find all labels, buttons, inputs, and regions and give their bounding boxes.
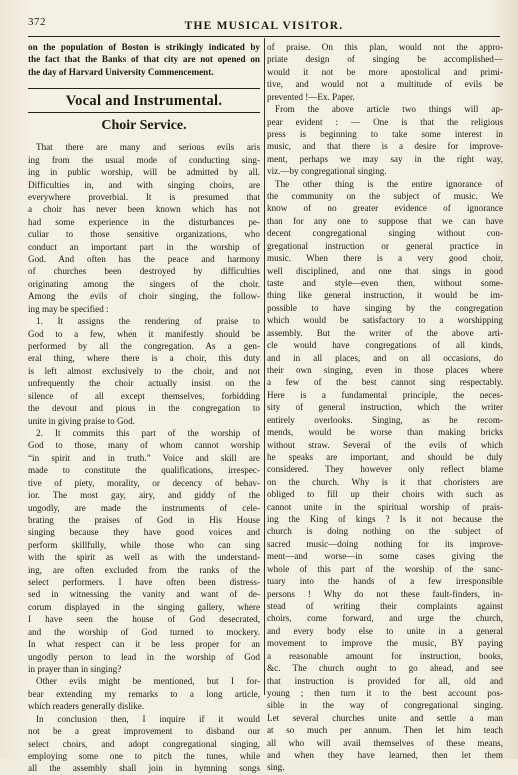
text-line: “in spirit and in truth.” Voice and skill are [28,452,260,463]
text-line: unite in giving praise to God. [28,415,135,426]
text-line: than for any one to suppose that we can have [267,215,503,226]
text-line: their own singing, even in those places where [267,364,503,375]
text-line: tuary into the hands of a few irresponsible [267,576,503,587]
text-line: God. And often has the peace and harmony [28,254,260,265]
text-line: entirely overlooks. Singing, as he recom- [267,414,503,425]
text-line: whole of this part of the worship of the sanc- [267,563,503,574]
text-line: would it not be more apostolical and primi- [267,66,503,77]
text-line: cannot unite in the spiritual worship of prais- [267,501,503,512]
text-line: mends, would be worse than making bricks [267,427,503,438]
text-line: In conclusion then, I inquire if it would [36,713,260,724]
text-line: the devout and pious in the congregation to [28,403,260,414]
text-line: Here is a fundamental principle, the neces- [267,389,503,400]
text-line: eral thing, where there is a choir, this duty [28,353,260,364]
text-line: stead of writing their complaints against [267,600,503,611]
text-line: sity of general instruction, which the writer [267,402,503,413]
text-line: which would be satisfactory to a worshipping [267,315,503,326]
section-header-box [28,88,260,113]
text-line: well disciplined, and one that sings in good [267,265,503,276]
text-line: sed in witnessing the vanity and want of de- [28,589,260,600]
text-line: ment—and worse—in some cases giving the [267,551,503,562]
text-line: 2. It commits this part of the worship of [36,427,260,438]
text-line: God to a few, when it manifestly should be [28,328,260,339]
text-line: employing some one to pitch the tunes, while [28,750,260,761]
text-line: tive, and would not a multitude of evils be [267,79,503,90]
text-line: That there are many and serious evils aris [36,142,260,153]
text-line: pear evident : — One is that the religious [267,116,503,127]
article-body-left [28,141,260,775]
text-line: had some experience in the disturbances pe- [28,216,260,227]
text-line: and the worship of God turned to mockery. [28,626,260,637]
page-header [28,16,500,38]
text-line: thing like general instruction, it would be im- [267,290,503,301]
header-rule [28,36,500,37]
text-line: select performers. I have often been distress- [28,577,260,588]
text-line: choirs, come forward, and urge the church, [267,613,503,624]
text-line: singing because they have good voices and [28,527,260,538]
text-line: ing, are often excluded from the ranks of the [28,564,260,575]
text-line: ior. The most gay, airy, and giddy of the [28,490,260,501]
text-line: possible to have singing by the congregation [267,302,503,313]
text-line: ungodly, are made the instruments of cele- [28,502,260,513]
text-line: brating the praises of God in His House [28,514,260,525]
text-line: of praise. On this plan, would not the appro- [267,42,503,52]
text-line: In what respect can it be less proper for an [28,639,260,650]
left-column [28,41,260,775]
section-title: Vocal and Instrumental. [65,92,223,109]
text-line: ing may be specified : [28,303,109,314]
text-line: I have seen the house of God desecrated, [28,614,260,625]
text-line: prevented !—Ex. Paper. [267,91,355,102]
text-line: decent congregational singing without con- [267,228,503,239]
right-column [267,41,503,774]
text-line: considered. They however only reflect blame [267,464,503,475]
text-line: God to those, many of whom cannot worship [28,440,260,451]
text-line: of churches been destroyed by difficulties [28,266,260,277]
text-line: made to constitute the qualifications, irrespec- [28,465,260,476]
text-line: tive of piety, morality, or decency of behav- [28,477,260,488]
text-line: all who will avail themselves of these means, [267,737,503,748]
text-line: viz.—by congregational singing. [267,166,387,177]
intro-line: the fact that the Banks of that city are not opened on [28,54,260,65]
text-line: press is beginning to take some interest in [267,128,503,139]
text-line: music, and that there is a desire for improve- [267,141,503,152]
text-line: Difficulties in, and with singing choirs, are [28,179,260,190]
text-line: From the above article two things will ap- [275,104,503,115]
text-line: priate design of singing be accomplished— [267,54,503,65]
page-number: 372 [28,16,46,28]
text-line: which readers generally dislike. [28,701,145,712]
text-line: music. When there is a very good choir, [267,253,503,264]
text-line: culiar to those sensitive organizations, who [28,229,260,240]
text-line: conduct an important part in the worship of [28,241,260,252]
text-line: on the church. Why is it that choristers are [267,476,503,487]
text-line: &c. The church ought to go ahead, and see [267,663,503,674]
text-line: in prayer than in singing? [28,663,122,674]
text-line: ing from the usual mode of conducting sing- [28,154,260,165]
text-line: at so much per annum. Then let him teach [267,725,503,736]
text-line: select choirs, and adopt congregational singing, [28,738,260,749]
text-line: unfrequently the choir actually insist on the [28,378,260,389]
text-line: obliged to fill up their choirs with such as [267,489,503,500]
text-line: ing in public worship, will be admitted by all. [28,167,260,178]
text-line: Let several churches unite and settle a man [267,712,503,723]
text-line: ment, perhaps we may say in the right way, [267,153,503,164]
text-line: and when they have learned, then let them [267,750,503,761]
text-line: taste and style—even then, without some- [267,278,503,289]
intro-line: on the population of Boston is strikingly indicated by [28,42,260,52]
article-title: Choir Service. [101,118,187,134]
text-line: all the assembly shall join in hymning songs [28,763,260,774]
text-line: sacred music—doing nothing for its improve- [267,538,503,549]
text-line: with the spirit as well as with the understand- [28,552,260,563]
text-line: a few of the best cannot sing respectably. [267,377,503,388]
text-line: silence of all except themselves, forbidding [28,390,260,401]
text-line: and in all places, and on all occasions, do [267,352,503,363]
text-line: ing the King of kings ? Is it not because the [267,514,503,525]
column-divider [264,38,265,695]
text-line: everywhere proverbial. It is presumed that [28,191,260,202]
text-line: the community on the subject of music. We [267,191,503,202]
text-line: 1. It assigns the rendering of praise to [36,316,260,327]
text-line: sible in the way of congregational singing. [267,700,503,711]
text-line: without straw. Several of the evils of which [267,439,503,450]
text-line: performed by all the congregation. As a gen- [28,341,260,352]
text-line: The other thing is the entire ignorance of [275,178,503,189]
text-line: is left almost exclusively to the choir, and not [28,365,260,376]
text-line: corum displayed in the singing gallery, where [28,601,260,612]
text-line: sing. [267,762,285,773]
article-body-right [267,41,503,774]
text-line: a reasonable amount for instruction, books, [267,650,503,661]
intro-paragraph [28,41,260,78]
text-line: not be a great improvement to disband our [28,726,260,737]
text-line: young ; then turn it to the best account pos- [267,687,503,698]
text-line: Other evils might be mentioned, but I for- [36,676,260,687]
text-line: persons ! Why do not these fault-finders, in- [267,588,503,599]
text-line: church is doing nothing on the subject of [267,526,503,537]
text-line: ungodly person to lead in the worship of God [28,651,260,662]
running-title: THE MUSICAL VISITOR. [184,20,344,32]
text-line: a choir has never been known which has not [28,204,260,215]
text-line: movement to improve the music, BY paying [267,638,503,649]
text-line: originating among the singers of the choir. [28,278,260,289]
text-line: bear extending my remarks to a long article, [28,688,260,699]
text-line: he speaks are important, and should be duly [267,451,503,462]
text-line: perform skillfully, while those who can sing [28,539,260,550]
text-line: and every body else to unite in a general [267,625,503,636]
text-line: assembly. But the writer of the above arti- [267,327,503,338]
text-line: gregational instruction or general practice in [267,240,503,251]
text-line: know of no greater evidence of ignorance [267,203,503,214]
text-line: cle would have congregations of all kinds, [267,340,503,351]
text-line: that instruction is provided for all, old and [267,675,503,686]
intro-line: the day of Harvard University Commencement. [28,66,214,77]
text-line: Among the evils of choir singing, the follow- [28,291,260,302]
